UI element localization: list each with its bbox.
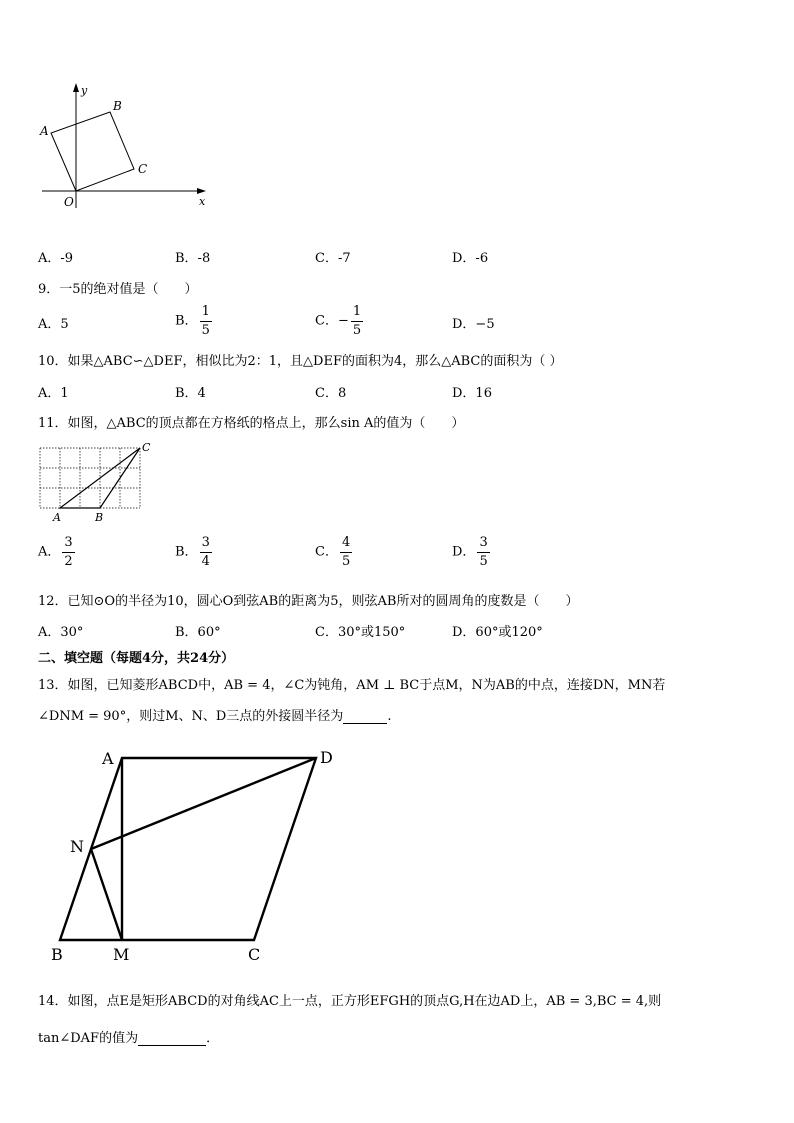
- q14-line2-text: tan∠DAF的值为: [38, 1031, 139, 1046]
- q11-option-d-fraction: $\frac{3}{5}$: [479, 535, 488, 569]
- q12-option-d: D．60°或120°: [452, 625, 543, 640]
- q13-line2-text: ∠DNM = 90°，则过M、N、D三点的外接圆半径为: [38, 709, 344, 724]
- q12-option-a: A．30°: [38, 625, 84, 640]
- q12-option-b: B．60°: [175, 625, 221, 640]
- x-axis-arrow-icon: [197, 188, 206, 194]
- label-b: B: [95, 511, 104, 524]
- q11-option-b: [175, 536, 212, 568]
- q10-option-c: C．8: [315, 386, 347, 401]
- q9-option-a: A．5: [38, 317, 69, 332]
- y-axis-arrow-icon: [73, 83, 79, 92]
- q8-figure: [36, 80, 216, 215]
- q11-option-b-fraction: $\frac{3}{4}$: [201, 535, 210, 569]
- q8-option-a: A．-9: [38, 251, 74, 266]
- label-a: A: [40, 124, 49, 138]
- q11-option-a-label: A．: [38, 544, 61, 560]
- label-c: C: [248, 945, 261, 964]
- q9-option-b-fraction: $\frac{1}{5}$: [201, 304, 210, 338]
- section-title: 二、填空题（每题4分，共24分）: [38, 651, 235, 666]
- q9-option-c-fraction: $\frac{1}{5}$: [352, 304, 362, 338]
- label-n: N: [70, 837, 84, 856]
- segment-nd: [91, 758, 316, 849]
- segment-nm: [91, 849, 122, 940]
- q12-option-c: C．30°或150°: [315, 625, 406, 640]
- label-b: B: [51, 945, 63, 964]
- q12-stem: 12．已知⊙O的半径为10，圆心O到弦AB的距离为5，则弦AB所对的圆周角的度数是（ ）: [38, 594, 579, 609]
- q13-rhombus-figure: [40, 740, 350, 970]
- q9-option-c: [315, 305, 363, 337]
- q13-line2-end: .: [387, 709, 392, 724]
- q13-line1: 13．如图，已知菱形ABCD中，AB = 4，∠C为钝角，AM ⊥ BC于点M，N为AB的中点，连接DN，MN若: [38, 678, 666, 693]
- q11-option-c-fraction: $\frac{4}{5}$: [341, 535, 351, 569]
- label-c: C: [138, 162, 148, 176]
- q10-option-b: B．4: [175, 386, 206, 401]
- q14-line2: [38, 1032, 219, 1046]
- q14-line1: 14．如图，点E是矩形ABCD的对角线AC上一点，正方形EFGH的顶点G,H在边AD上，AB = 3,BC = 4,则: [38, 994, 662, 1009]
- label-y: y: [81, 84, 88, 97]
- q9-option-c-label: C．−: [315, 313, 349, 329]
- q8-option-d: D．-6: [452, 251, 489, 266]
- q11-option-b-label: B．: [175, 544, 198, 560]
- q10-option-a: A．1: [38, 386, 69, 401]
- q10-stem: 10．如果△ABC∽△DEF，相似比为2：1，且△DEF的面积为4，那么△ABC的面积为（ ）: [38, 354, 563, 369]
- q9-option-d: D．−5: [452, 317, 495, 332]
- q9-option-b: [175, 305, 212, 337]
- q10-option-d: D．16: [452, 386, 492, 401]
- q9-stem: 9．一5的绝对值是（ ）: [38, 282, 198, 297]
- q14-answer-blank[interactable]: [138, 1032, 206, 1046]
- q8-option-c: C．-7: [315, 251, 351, 266]
- q13-answer-blank[interactable]: [343, 710, 387, 724]
- label-o: O: [64, 195, 74, 209]
- q11-grid-figure: [36, 440, 156, 525]
- q8-option-b: B．-8: [175, 251, 211, 266]
- rhombus-abcd: [60, 758, 316, 940]
- grid-lines: [40, 448, 140, 508]
- q11-option-d: [452, 536, 490, 568]
- label-a: A: [102, 749, 114, 768]
- label-x: x: [199, 195, 206, 208]
- square-oabc: [51, 112, 134, 191]
- q11-stem: 11．如图，△ABC的顶点都在方格纸的格点上，那么sin A的值为（ ）: [38, 416, 465, 431]
- label-m: M: [113, 945, 130, 964]
- label-c: C: [142, 441, 151, 454]
- q11-option-a-fraction: $\frac{3}{2}$: [64, 535, 73, 569]
- q13-line2: [38, 710, 391, 724]
- q14-line2-end: ．: [206, 1031, 220, 1046]
- q11-option-c: [315, 536, 352, 568]
- label-a: A: [53, 511, 61, 524]
- label-b: B: [113, 99, 122, 113]
- q11-option-a: [38, 536, 75, 568]
- label-d: D: [320, 748, 333, 767]
- q11-option-c-label: C．: [315, 544, 338, 560]
- q9-option-b-label: B．: [175, 313, 198, 329]
- q11-option-d-label: D．: [452, 544, 476, 560]
